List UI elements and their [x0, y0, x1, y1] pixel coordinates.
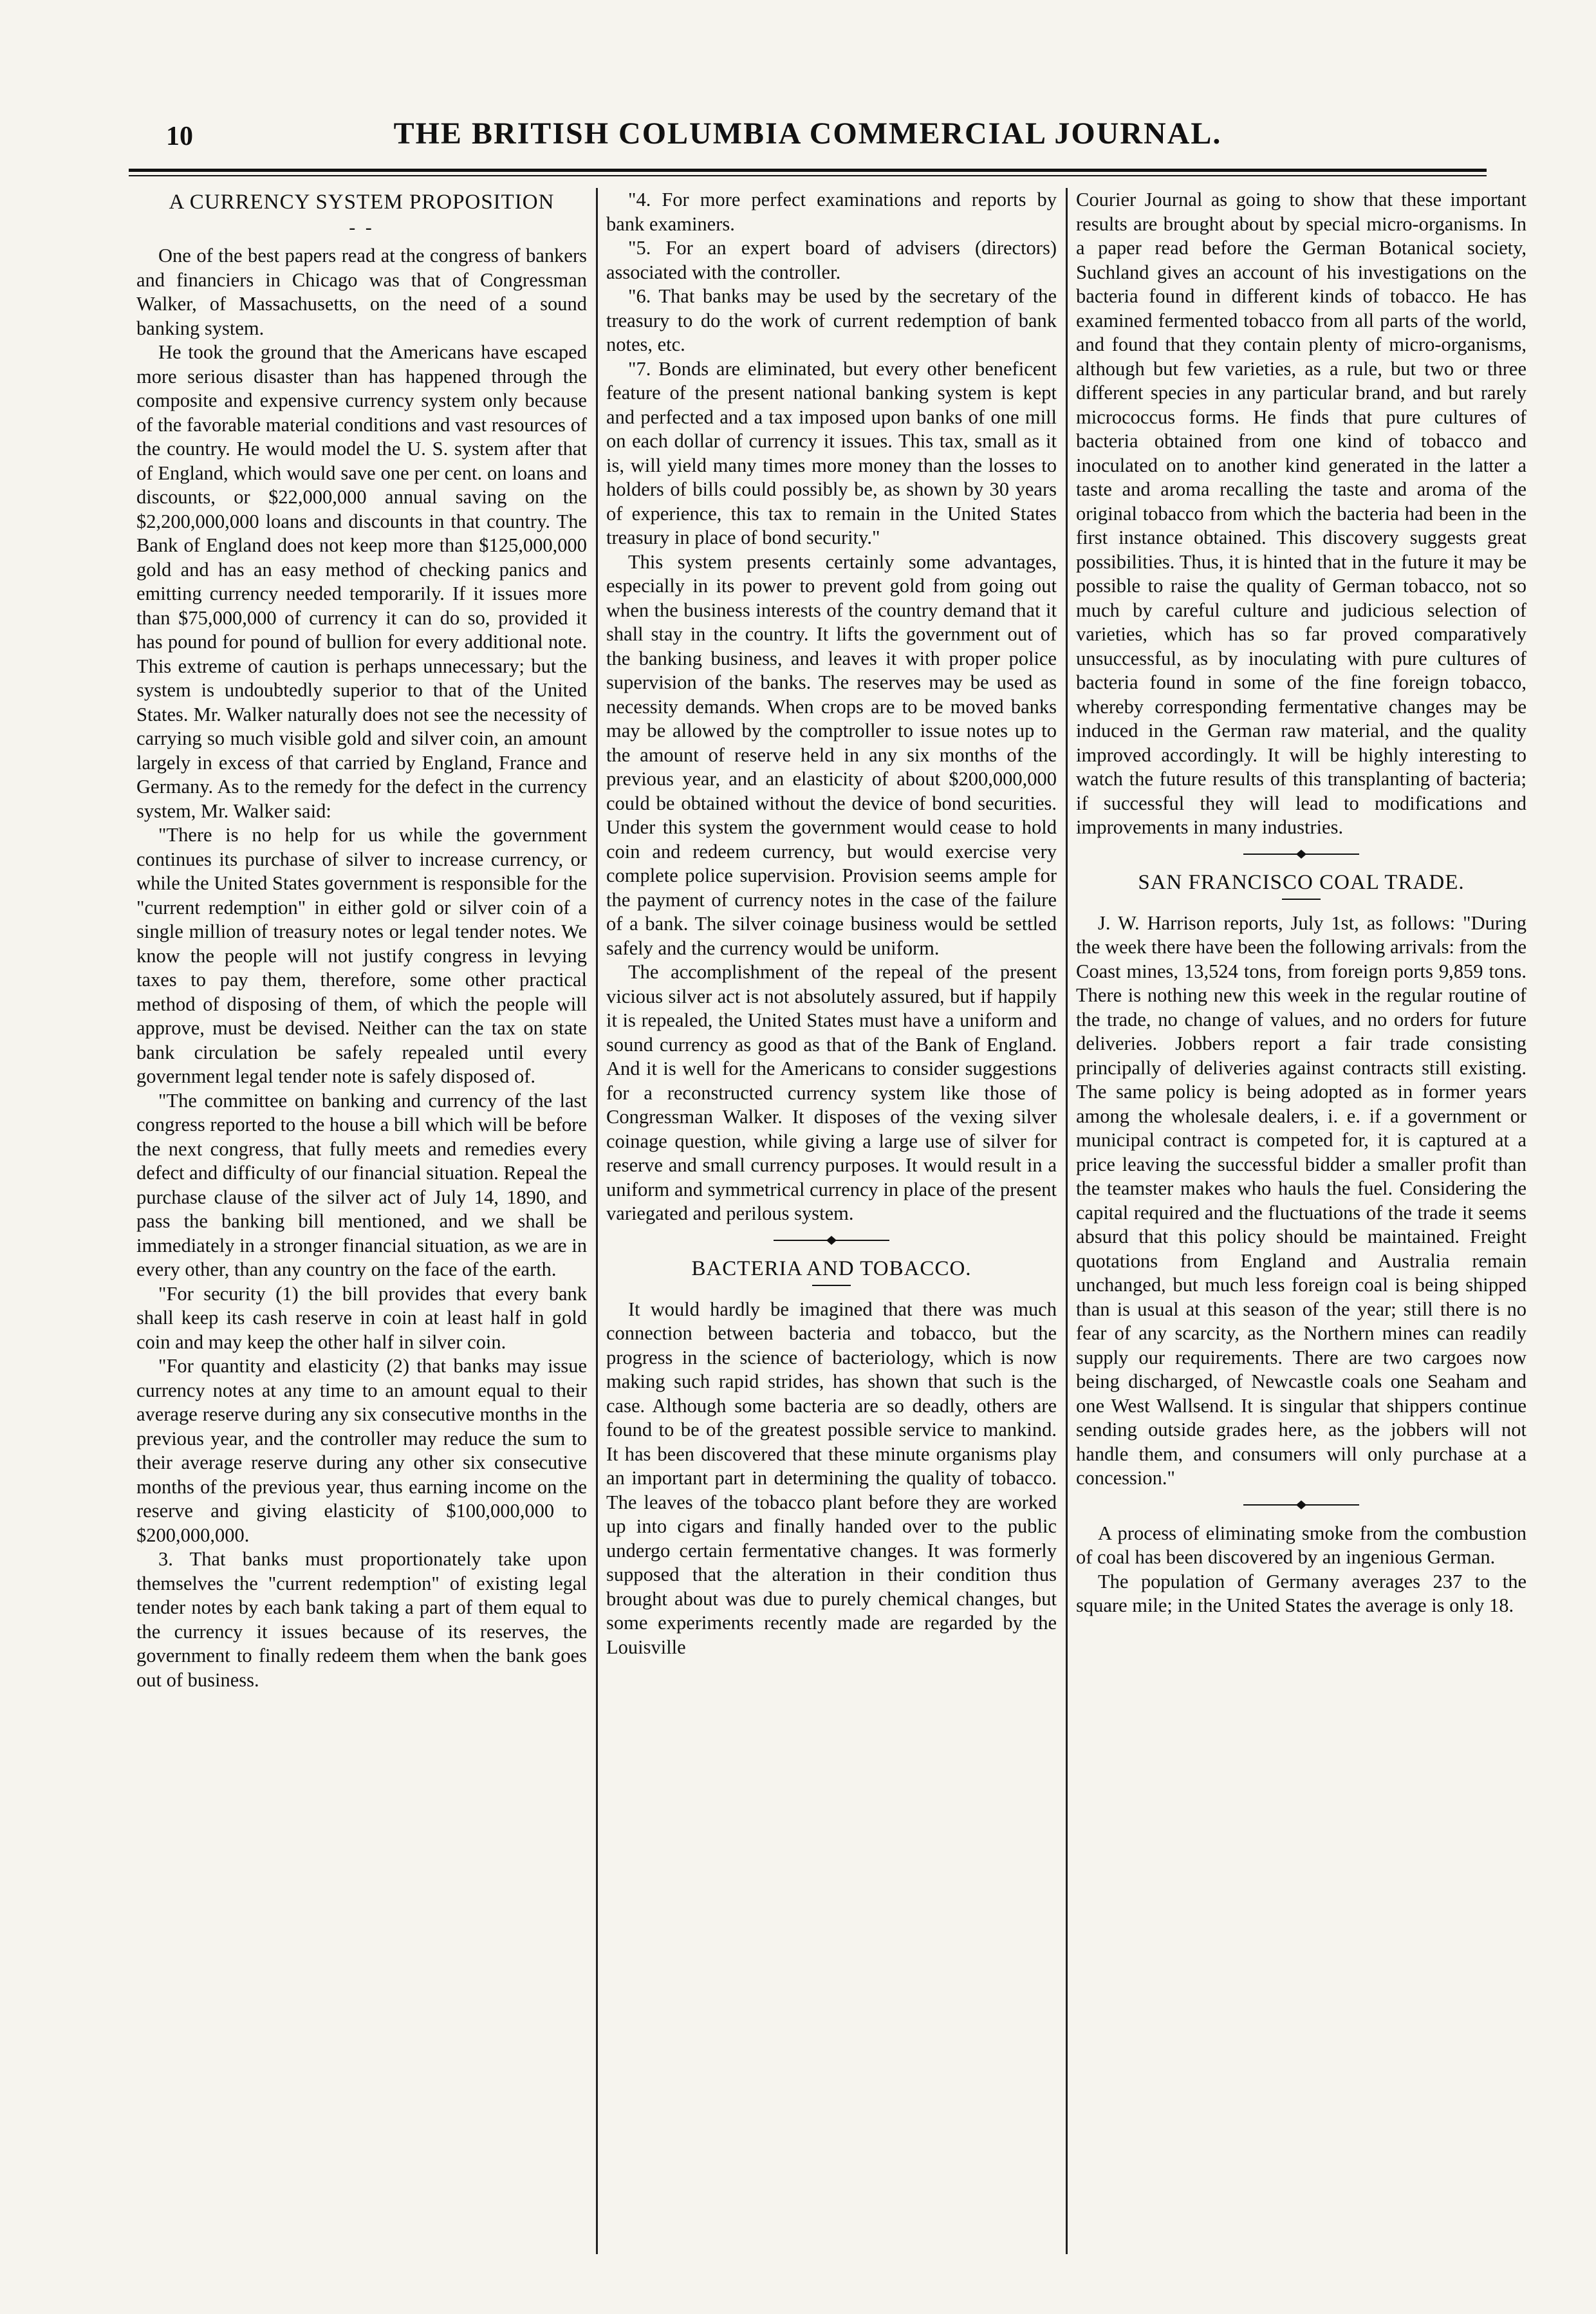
column-2 [606, 188, 1057, 2248]
article-paragraph: The population of Germany averages 237 to the square mile; in the United States the average is only 18. [1076, 1570, 1526, 1616]
column-divider [596, 188, 598, 2254]
article-paragraph: One of the best papers read at the congress of bankers and financiers in Chicago was that of Congressman Walker, of Massachusetts, on the need of a sound banking system. [136, 245, 587, 339]
article-paragraph: It would hardly be imagined that there was much connection between bacteria and tobacco, but the progress in the science of bacteriology, which is now making such rapid strides, has shown that such is the case. Although some bacteria are so deadly, others are found to be of the greatest possible service to mankind. It has been discovered that these minute organisms play an important part in determining the quality of tobacco. The leaves of the tobacco plant before they are worked up into cigars and finally handed over to the public undergo certain fermentative changes. It was formerly supposed that the alteration in their condition thus brought about was due to purely chemical changes, but some experiments recently made are regarded by the Louisville [606, 1298, 1057, 1658]
journal-title: THE BRITISH COLUMBIA COMMERCIAL JOURNAL. [393, 117, 1222, 151]
section-ornament [1237, 1500, 1366, 1510]
article-headline: BACTERIA AND TOBACCO. [691, 1256, 972, 1280]
section-ornament [1237, 849, 1366, 859]
article-paragraph: Courier Journal as going to show that these important results are brought about by special micro-organisms. In a paper read before the German Botanical society, Suchland gives an account of his investigations on the bacteria found in different kinds of tobacco. He has examined fermented tobacco from all parts of the world, and found that they contain plenty of micro-organisms, although but few varieties, as a rule, but two or three different species in any particular brand, and but rarely micrococcus forms. He finds that pure cultures of bacteria obtained from one kind of tobacco and inoculated on to another kind generated in the latter a taste and aroma recalling the taste and aroma of the original tobacco from which the bacteria had been in the first instance obtained. This discovery suggests great possibilities. Thus, it is hinted that in the future it may be possible to raise the quality of German tobacco, not so much by careful culture and judicious selection of varieties, which has so far proved comparatively unsuccessful, as by inoculating with pure cultures of bacteria found in some of the fine foreign tobacco, whereby corresponding fermentative changes may be induced in the German raw material, and the quality improved accordingly. It will be highly interesting to watch the future results of this transplanting of bacteria; if successful they will lead to modifications and improvements in many industries. [1076, 189, 1526, 838]
article-paragraph: "The committee on banking and currency of the last congress reported to the house a bill which will be before the next congress, that fully meets and remedies every defect and difficulty of our financial situation. Repeal the purchase clause of the silver act of July 14, 1890, and pass the banking bill mentioned, and we shall be immediately in a stronger financial situation, as we are in every other, than any country on the face of the earth. [136, 1089, 587, 1280]
header-rule [129, 169, 1487, 172]
article-paragraph: "For quantity and elasticity (2) that banks may issue currency notes at any time to an amount equal to their average reserve during any six consecutive months in the previous year, and the controller may reduce the sum to their average reserve during any other six consecutive months of the previous year, thus earning income on the reserve and giving elasticity of $100,000,000 to $200,000,000. [136, 1355, 587, 1546]
section-ornament [767, 1235, 896, 1246]
article-paragraph: He took the ground that the Americans have escaped more serious disaster than has happened through the composite and expensive currency system only because of the favorable material conditions and vast resources of the country. He would model the U. S. system after that of England, which would save one per cent. on loans and discounts, or $22,000,000 annual saving on the $2,200,000,000 loans and discounts in that country. The Bank of England does not keep more than $125,000,000 gold and has an easy method of checking panics and emitting currency needed temporarily. If it issues more than $75,000,000 of currency it can do so, provided it has pound for pound of bullion for every additional note. This extreme of caution is perhaps unnecessary; but the system is undoubtedly superior to that of the United States. Mr. Walker naturally does not see the necessity of carrying so much visible gold and silver coin, an amount largely in excess of that carried by England, France and Germany. As to the remedy for the defect in the currency system, Mr. Walker said: [136, 341, 587, 822]
page-number: 10 [166, 122, 193, 151]
headline-rule [1282, 899, 1321, 900]
column-1 [136, 188, 587, 2248]
article-headline: A CURRENCY SYSTEM PROPOSITION [169, 191, 555, 214]
article-paragraph: "7. Bonds are eliminated, but every other beneficent feature of the present national banking system is kept and perfected and a tax imposed upon banks of one mill on each dollar of currency it issues. This tax, small as it is, will yield many times more money than the losses to holders of bills could possibly be, as shown by 30 years of experience, this tax to remain in the United States treasury in place of bond security." [606, 357, 1057, 548]
article-paragraph: "6. That banks may be used by the secretary of the treasury to do the work of current redemption of bank notes, etc. [606, 285, 1057, 355]
headline-rule [812, 1285, 851, 1286]
article-paragraph: 3. That banks must proportionately take upon themselves the "current redemption" of existing legal tender notes by each bank taking a part of them equal to the currency it issues because of its reserves, the government to finally redeem them when the bank goes out of business. [136, 1548, 587, 1691]
article-paragraph: "4. For more perfect examinations and reports by bank examiners. [606, 189, 1057, 235]
article-paragraph: A process of eliminating smoke from the combustion of coal has been discovered by an ingenious German. [1076, 1522, 1526, 1568]
column-divider [1066, 188, 1068, 2254]
article-paragraph: J. W. Harrison reports, July 1st, as follows: "During the week there have been the following arrivals: from the Coast mines, 13,524 tons, from foreign ports 9,859 tons. There is nothing new this week in the regular routine of the trade, no change of values, and no orders for future deliveries. Jobbers report a fair trade consisting principally of deliveries against contracts still existing. The same policy is being adopted as in former years among the wholesale dealers, i. e. if a government or municipal contract is competed for, it is captured at a price leaving the successful bidder a smaller profit than the teamster makes who hauls the fuel. Considering the capital required and the fluctuations of the trade it seems absurd that this policy should be maintained. Freight quotations from England and Australia remain unchanged, but much less foreign coal is being shipped than is usual at this season of the year; still there is no fear of any scarcity, as the Northern mines can readily supply our requirements. There are two cargoes now being discharged, of Newcastle coals one Seaham and one West Wallsend. It is singular that shippers continue sending outside grades here, as the jobbers will not handle them, and consumers will only purchase at a concession." [1076, 911, 1526, 1489]
article-headline: SAN FRANCISCO COAL TRADE. [1138, 870, 1465, 894]
headline-separator: - - [349, 217, 375, 238]
article-paragraph: This system presents certainly some advantages, especially in its power to prevent gold from going out when the business interests of the country demand that it shall stay in the country. It lifts the government out of the banking business, and leaves it with proper police supervision of the banks. The reserves may be used as necessity demands. When crops are to be moved banks may be allowed by the comptroller to issue notes up to the amount of reserve held in any six months of the previous year, and an elasticity of about $200,000,000 could be obtained without the device of bond securities. Under this system the government would cease to hold coin and redeem currency, but would exercise very complete police supervision. Provision seems ample for the payment of currency notes in the case of the failure of a bank. The silver coinage business would be settled safely and the currency would be uniform. [606, 550, 1057, 959]
running-head [129, 116, 1487, 167]
column-3 [1076, 188, 1526, 2248]
article-paragraph: "For security (1) the bill provides that every bank shall keep its cash reserve in coin at least half in gold coin and may keep the other half in silver coin. [136, 1282, 587, 1353]
header-rule-thin [129, 175, 1487, 176]
article-paragraph: The accomplishment of the repeal of the present vicious silver act is not absolutely assured, but if happily it is repealed, the United States must have a uniform and sound currency as good as that of the Bank of England. And it is well for the Americans to consider suggestions for a reconstructed currency system like those of Congressman Walker. It disposes of the vexing silver coinage question, while giving a large use of silver for reserve and small currency purposes. It would result in a uniform and symmetrical currency in place of the present variegated and perilous system. [606, 961, 1057, 1224]
article-paragraph: "There is no help for us while the government continues its purchase of silver to increase currency, or while the United States government is responsible for the "current redemption" in either gold or silver coin of a single million of treasury notes or legal tender notes. We know the people will not justify congress in levying taxes to pay them, therefore, some other practical method of disposing of them, of which the people will approve, must be devised. Neither can the tax on state bank circulation be safely repealed until every government legal tender note is safely disposed of. [136, 824, 587, 1087]
article-paragraph: "5. For an expert board of advisers (directors) associated with the controller. [606, 237, 1057, 283]
